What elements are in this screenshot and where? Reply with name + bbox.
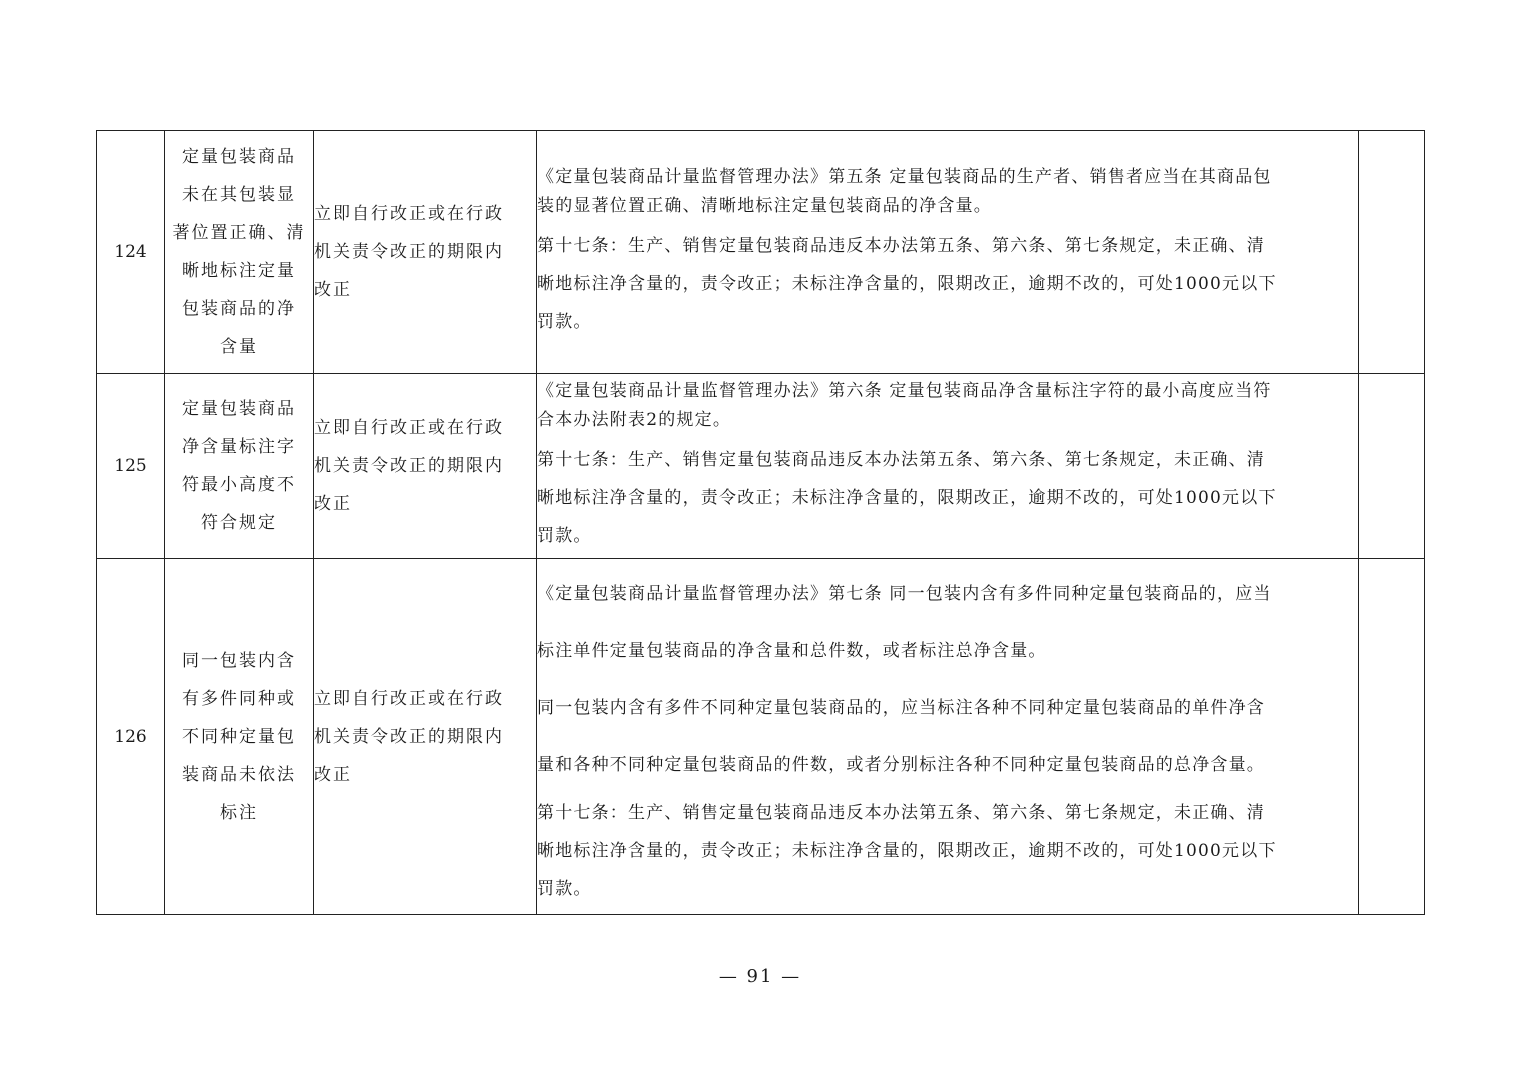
basis-line: 晰地标注净含量的，责令改正；未标注净含量的，限期改正，逾期不改的，可处1000元以下	[537, 488, 1277, 508]
basis-line: 装的显著位置正确、清晰地标注定量包装商品的净含量。	[537, 196, 992, 216]
basis-line: 第十七条：生产、销售定量包装商品违反本办法第五条、第六条、第七条规定，未正确、清	[537, 802, 1265, 823]
violation-item	[165, 374, 314, 559]
violation-item	[165, 131, 314, 374]
item-line: 含量	[220, 337, 258, 357]
basis-line: 晰地标注净含量的，责令改正；未标注净含量的，限期改正，逾期不改的，可处1000元以下	[537, 840, 1277, 861]
item-line: 净含量标注字	[182, 437, 296, 457]
basis-line: 合本办法附表2的规定。	[537, 410, 732, 430]
table-row	[97, 374, 1425, 559]
page-number: — 91 —	[718, 966, 802, 987]
basis-line: 第十七条：生产、销售定量包装商品违反本办法第五条、第六条、第七条规定，未正确、清	[537, 236, 1265, 256]
legal-basis	[537, 559, 1359, 915]
basis-line: 罚款。	[537, 878, 592, 899]
remedy-text	[314, 374, 537, 559]
remedy-line: 改正	[314, 280, 352, 300]
basis-line: 标注单件定量包装商品的净含量和总件数，或者标注总净含量。	[537, 640, 1047, 661]
basis-line: 《定量包装商品计量监督管理办法》第五条 定量包装商品的生产者、销售者应当在其商品包	[537, 167, 1272, 187]
table-row	[97, 559, 1425, 915]
remedy-line: 机关责令改正的期限内	[314, 456, 504, 476]
item-line: 符合规定	[201, 513, 277, 533]
legal-basis	[537, 374, 1359, 559]
table-row	[97, 131, 1425, 374]
basis-line: 罚款。	[537, 526, 592, 546]
basis-line: 第十七条：生产、销售定量包装商品违反本办法第五条、第六条、第七条规定，未正确、清	[537, 450, 1265, 470]
item-line: 未在其包装显	[182, 185, 296, 205]
item-line: 标注	[220, 802, 258, 823]
item-line: 装商品未依法	[182, 764, 296, 785]
item-line: 定量包装商品	[182, 147, 296, 167]
item-line: 同一包装内含	[182, 650, 296, 671]
regulation-table	[96, 130, 1425, 915]
remedy-text	[314, 131, 537, 374]
remedy-text	[314, 559, 537, 915]
item-line: 不同种定量包	[182, 726, 296, 747]
remedy-line: 立即自行改正或在行政	[314, 688, 504, 709]
item-line: 包装商品的净	[182, 299, 296, 319]
row-number: 125	[97, 374, 165, 559]
item-line: 晰地标注定量	[182, 261, 296, 281]
basis-line: 同一包装内含有多件不同种定量包装商品的，应当标注各种不同种定量包装商品的单件净含	[537, 697, 1265, 718]
remedy-line: 机关责令改正的期限内	[314, 726, 504, 747]
legal-basis	[537, 131, 1359, 374]
basis-line: 《定量包装商品计量监督管理办法》第七条 同一包装内含有多件同种定量包装商品的，应当	[537, 583, 1272, 604]
note-cell	[1359, 559, 1425, 915]
basis-line: 量和各种不同种定量包装商品的件数，或者分别标注各种不同种定量包装商品的总净含量。	[537, 754, 1265, 775]
remedy-line: 立即自行改正或在行政	[314, 418, 504, 438]
note-cell	[1359, 374, 1425, 559]
remedy-line: 改正	[314, 764, 352, 785]
basis-line: 《定量包装商品计量监督管理办法》第六条 定量包装商品净含量标注字符的最小高度应当符	[537, 381, 1272, 401]
row-number: 126	[97, 559, 165, 915]
basis-line: 罚款。	[537, 312, 592, 332]
item-line: 著位置正确、清	[172, 223, 306, 243]
note-cell	[1359, 131, 1425, 374]
item-line: 符最小高度不	[182, 475, 296, 495]
violation-item	[165, 559, 314, 915]
basis-line: 晰地标注净含量的，责令改正；未标注净含量的，限期改正，逾期不改的，可处1000元以下	[537, 274, 1277, 294]
item-line: 有多件同种或	[182, 688, 296, 709]
remedy-line: 立即自行改正或在行政	[314, 204, 504, 224]
remedy-line: 机关责令改正的期限内	[314, 242, 504, 262]
remedy-line: 改正	[314, 494, 352, 514]
item-line: 定量包装商品	[182, 399, 296, 419]
row-number: 124	[97, 131, 165, 374]
